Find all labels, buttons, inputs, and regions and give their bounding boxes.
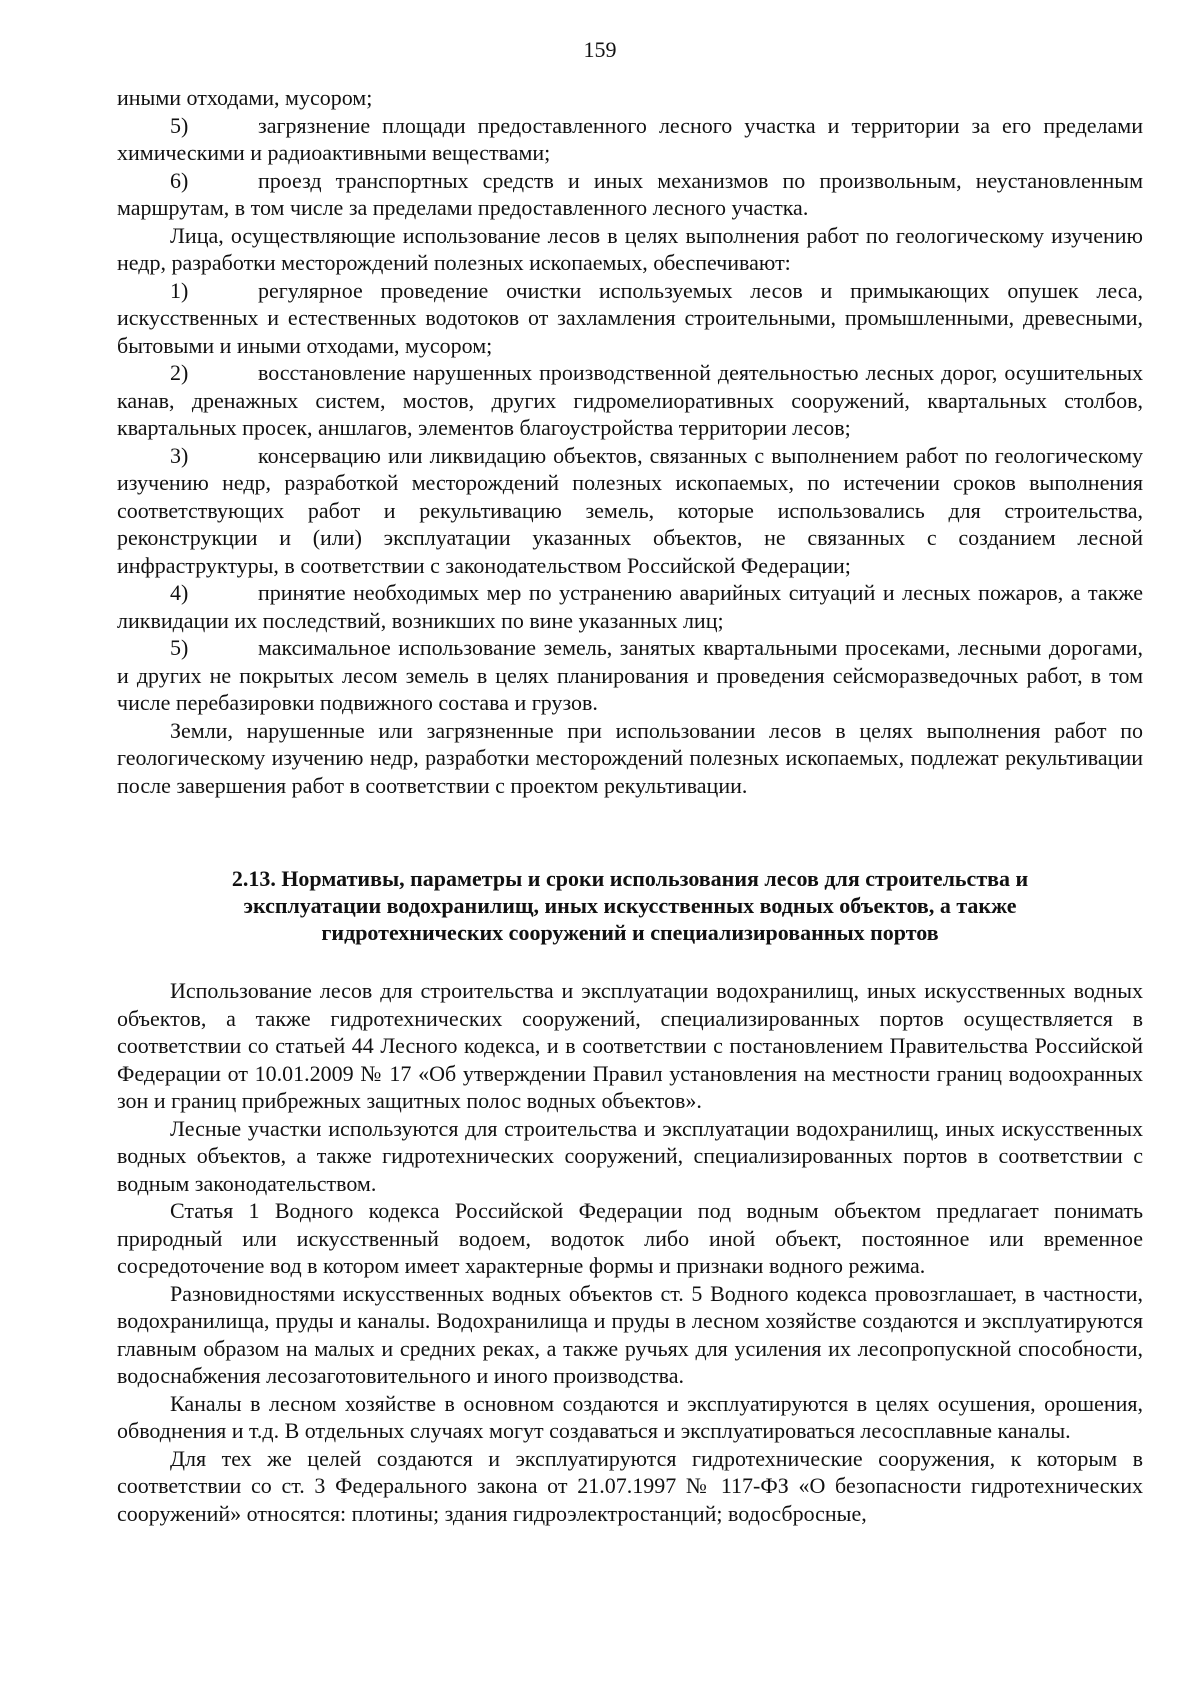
paragraph: Земли, нарушенные или загрязненные при использовании лесов в целях выполнения работ по геологическому изучению недр, разработки месторождений полезных ископаемых, подлежат рекультивации после завершения работ в соответствии с проектом рекультивации. bbox=[117, 717, 1143, 798]
list-item: 1) регулярное проведение очистки используемых лесов и примыкающих опушек леса, искусственных и естественных водотоков от захламления строительными, промышленными, древесными, бытовыми и иными отходами, мусором; bbox=[117, 277, 1143, 358]
heading-line: эксплуатации водохранилищ, иных искусственных водных объектов, а также bbox=[243, 893, 1017, 918]
paragraph: Разновидностями искусственных водных объектов ст. 5 Водного кодекса провозглашает, в частности, водохранилища, пруды и каналы. Водохранилища и пруды в лесном хозяйстве создаются и эксплуатируются главным образом на малых и средних реках, а также ручьях для усиления их лесопропускной способности, водоснабжения лесозаготовительного и иного производства. bbox=[117, 1280, 1143, 1388]
heading-line: 2.13. Нормативы, параметры и сроки использования лесов для строительства и bbox=[231, 866, 1029, 891]
list-item: 5) загрязнение площади предоставленного лесного участка и территории за его пределами химическими и радиоактивными веществами; bbox=[117, 112, 1143, 165]
list-item: 3) консервацию или ликвидацию объектов, связанных с выполнением работ по геологическому изучению недр, разработкой месторождений полезных ископаемых, по истечении сроков выполнения соответствующих работ и рекультивацию земель, которые использовались для строительства, реконструкции и (или) эксплуатации указанных объектов, не связанных с созданием лесной инфраструктуры, в соответствии с законодательством Российской Федерации; bbox=[117, 442, 1143, 578]
paragraph: Использование лесов для строительства и эксплуатации водохранилищ, иных искусственных водных объектов, а также гидротехнических сооружений, специализированных портов осуществляется в соответствии со статьей 44 Лесного кодекса, и в соответствии с постановлением Правительства Российской Федерации от 10.01.2009 № 17 «Об утверждении Правил установления на местности границ водоохранных зон и границ прибрежных защитных полос водных объектов». bbox=[117, 978, 1143, 1113]
page-number: 159 bbox=[583, 37, 617, 62]
paragraph: Лесные участки используются для строительства и эксплуатации водохранилищ, иных искусственных водных объектов, а также гидротехнических сооружений, специализированных портов в соответствии с водным законодательством. bbox=[117, 1115, 1143, 1196]
heading-line: гидротехнических сооружений и специализированных портов bbox=[321, 920, 939, 945]
paragraph: иными отходами, мусором; bbox=[117, 85, 373, 110]
list-item: 4) принятие необходимых мер по устранению аварийных ситуаций и лесных пожаров, а также ликвидации их последствий, возникших по вине указанных лиц; bbox=[117, 580, 1143, 633]
section-heading bbox=[117, 865, 1143, 946]
text-block-top bbox=[117, 84, 1143, 799]
list-item: 2) восстановление нарушенных производственной деятельностью лесных дорог, осушительных канав, дренажных систем, мостов, других гидромелиоративных сооружений, квартальных столбов, квартальных просек, аншлагов, элементов благоустройства территории лесов; bbox=[117, 360, 1143, 440]
paragraph: Для тех же целей создаются и эксплуатируются гидротехнические сооружения, к которым в соответствии со ст. 3 Федерального закона от 21.07.1997 № 117-ФЗ «О безопасности гидротехнических сооружений» относятся: плотины; здания гидроэлектростанций; водосбросные, bbox=[117, 1445, 1143, 1526]
paragraph: Каналы в лесном хозяйстве в основном создаются и эксплуатируются в целях осушения, орошения, обводнения и т.д. В отдельных случаях могут создаваться и эксплуатироваться лесосплавные каналы. bbox=[117, 1390, 1143, 1443]
list-item: 5) максимальное использование земель, занятых квартальными просеками, лесными дорогами, и других не покрытых лесом земель в целях планирования и проведения сейсморазведочных работ, в том числе перебазировки подвижного состава и грузов. bbox=[117, 635, 1143, 715]
paragraph: Лица, осуществляющие использование лесов в целях выполнения работ по геологическому изучению недр, разработки месторождений полезных ископаемых, обеспечивают: bbox=[117, 222, 1143, 275]
paragraph: Статья 1 Водного кодекса Российской Федерации под водным объектом предлагает понимать природный или искусственный водоем, водоток либо иной объект, постоянное или временное сосредоточение вод в котором имеет характерные формы и признаки водного режима. bbox=[117, 1198, 1143, 1278]
text-block-bottom bbox=[117, 977, 1143, 1527]
list-item: 6) проезд транспортных средств и иных механизмов по произвольным, неустановленным маршрутам, в том числе за пределами предоставленного лесного участка. bbox=[117, 167, 1143, 220]
